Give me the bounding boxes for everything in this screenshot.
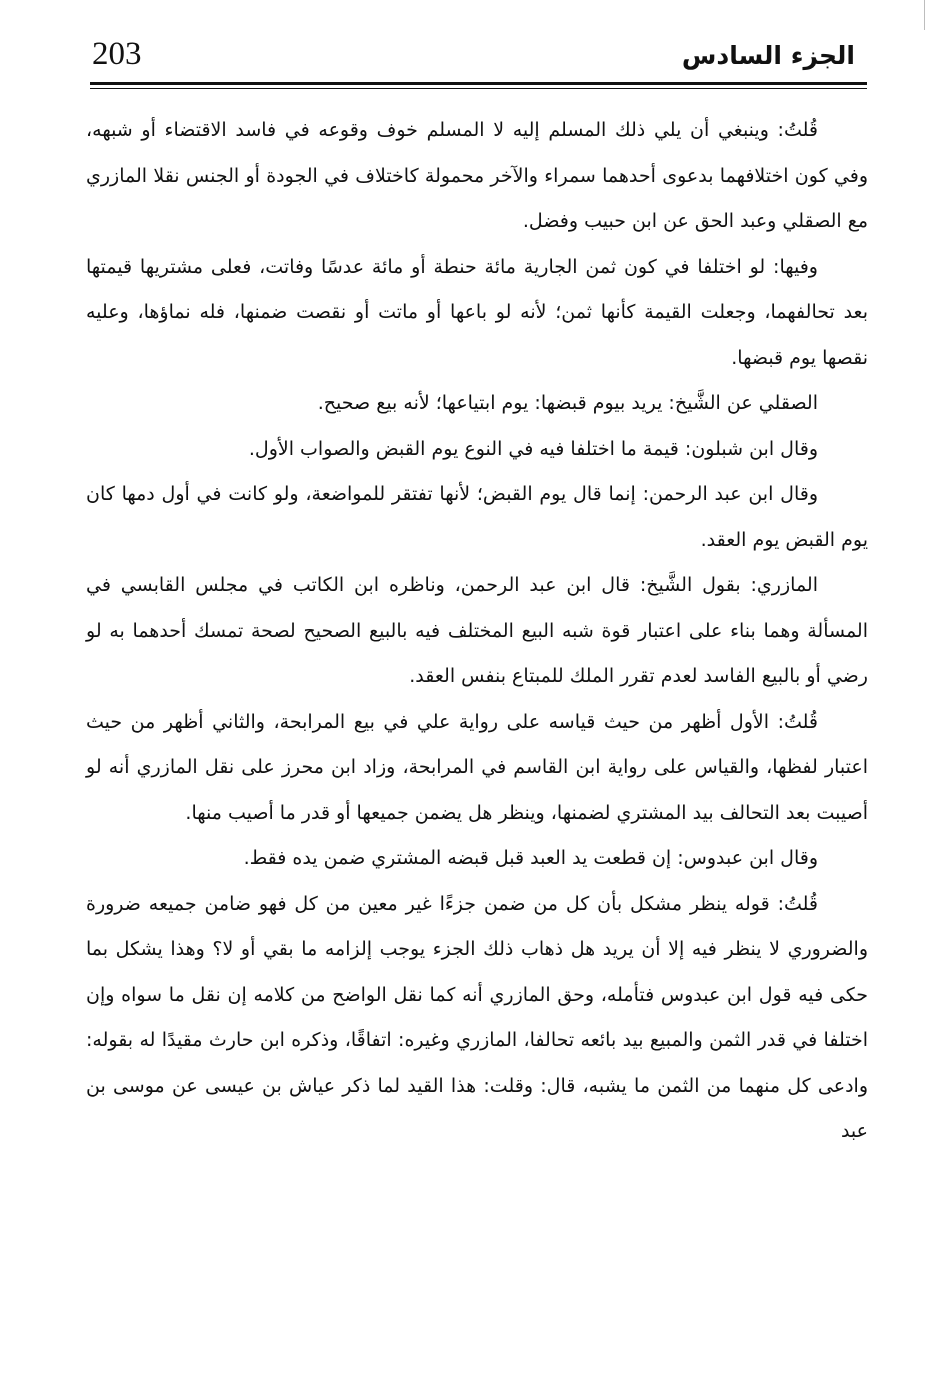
page-number: 203 <box>92 36 142 72</box>
running-title: الجزء السادس <box>681 41 855 70</box>
paragraph-5: وقال ابن عبد الرحمن: إنما قال يوم القبض؛ لأنها تفتقر للمواضعة، ولو كانت في أول دمها كان يوم القبض يوم العقد. <box>86 483 868 551</box>
header-rule-thick <box>90 82 867 85</box>
paragraph-2: وفيها: لو اختلفا في كون ثمن الجارية مائة حنطة أو مائة عدسًا وفاتت، فعلى مشتريها قيمتها بعد تحالفهما، وجعلت القيمة كأنها ثمن؛ لأنه لو باعها أو ماتت أو نقصت ضمنها، فله نماؤها، وعليه نقصها يوم قبضها. <box>86 255 868 369</box>
paragraph-4: وقال ابن شبلون: قيمة ما اختلفا فيه في النوع يوم القبض والصواب الأول. <box>248 437 818 460</box>
paragraph-8: وقال ابن عبدوس: إن قطعت يد العبد قبل قبضه المشتري ضمن يده فقط. <box>243 847 818 869</box>
paragraph-9: قُلتُ: قوله ينظر مشكل بأن كل من ضمن جزءًا غير معين من كل فهو ضامن جميعه ضرورة والضروري لا ينظر فيه إلا أن يريد هل ذهاب ذلك الجزء يوجب إلزامه ما بقي أو لا؟ وهذا يشكل بما حكى فيه قول ابن عبدوس فتأمله، وحق المازري أنه كما نقل الواضح من كلامه إن نقل ما سواه وإن اختلفا في قدر الثمن والمبيع بيد بائعه تحالفا، المازري وغيره: اتفاقًا، وذكره ابن حارث مقيدًا له بقوله: وادعى كل منهما من الثمن ما يشبه، قال: وقلت: هذا القيد لما ذكر عياش بن عيسى عن موسى بن عبد <box>86 892 868 1142</box>
paragraph-1: قُلتُ: وينبغي أن يلي ذلك المسلم إليه لا المسلم خوف وقوعه في فاسد الاقتضاء أو شبهه، وفي كون اختلافهما بدعوى أحدهما سمراء والآخر محمولة كاختلاف في الجودة أو الجنس نقلا المازري مع الصقلي وعبد الحق عن ابن حبيب وفضل. <box>86 119 868 232</box>
paragraph-3: الصقلي عن الشَّيخ: يريد بيوم قبضها: يوم ابتياعها؛ لأنه بيع صحيح. <box>317 392 818 414</box>
header-rule-thin <box>90 88 867 89</box>
body-text <box>86 108 868 1155</box>
paragraph-7: قُلتُ: الأول أظهر من حيث قياسه على رواية علي في بيع المرابحة، والثاني أظهر من حيث اعتبار لفظها، والقياس على رواية ابن القاسم في المرابحة، وزاد ابن محرز على نقل المازري أنه لو أصيبت بعد التحالف بيد المشتري لضمنها، وينظر هل يضمن جميعها أو قدر ما أصيب منها. <box>86 710 868 824</box>
page-edge-mark <box>924 0 925 30</box>
paragraph-6: المازري: بقول الشَّيخ: قال ابن عبد الرحمن، وناظره ابن الكاتب في مجلس القابسي في المسألة وهما بناء على اعتبار قوة شبه البيع المختلف فيه بالبيع الصحيح لصحة تمسك أحدهما به لو رضي أو بالبيع الفاسد لعدم تقرر الملك للمبتاع بنفس العقد. <box>86 574 868 687</box>
